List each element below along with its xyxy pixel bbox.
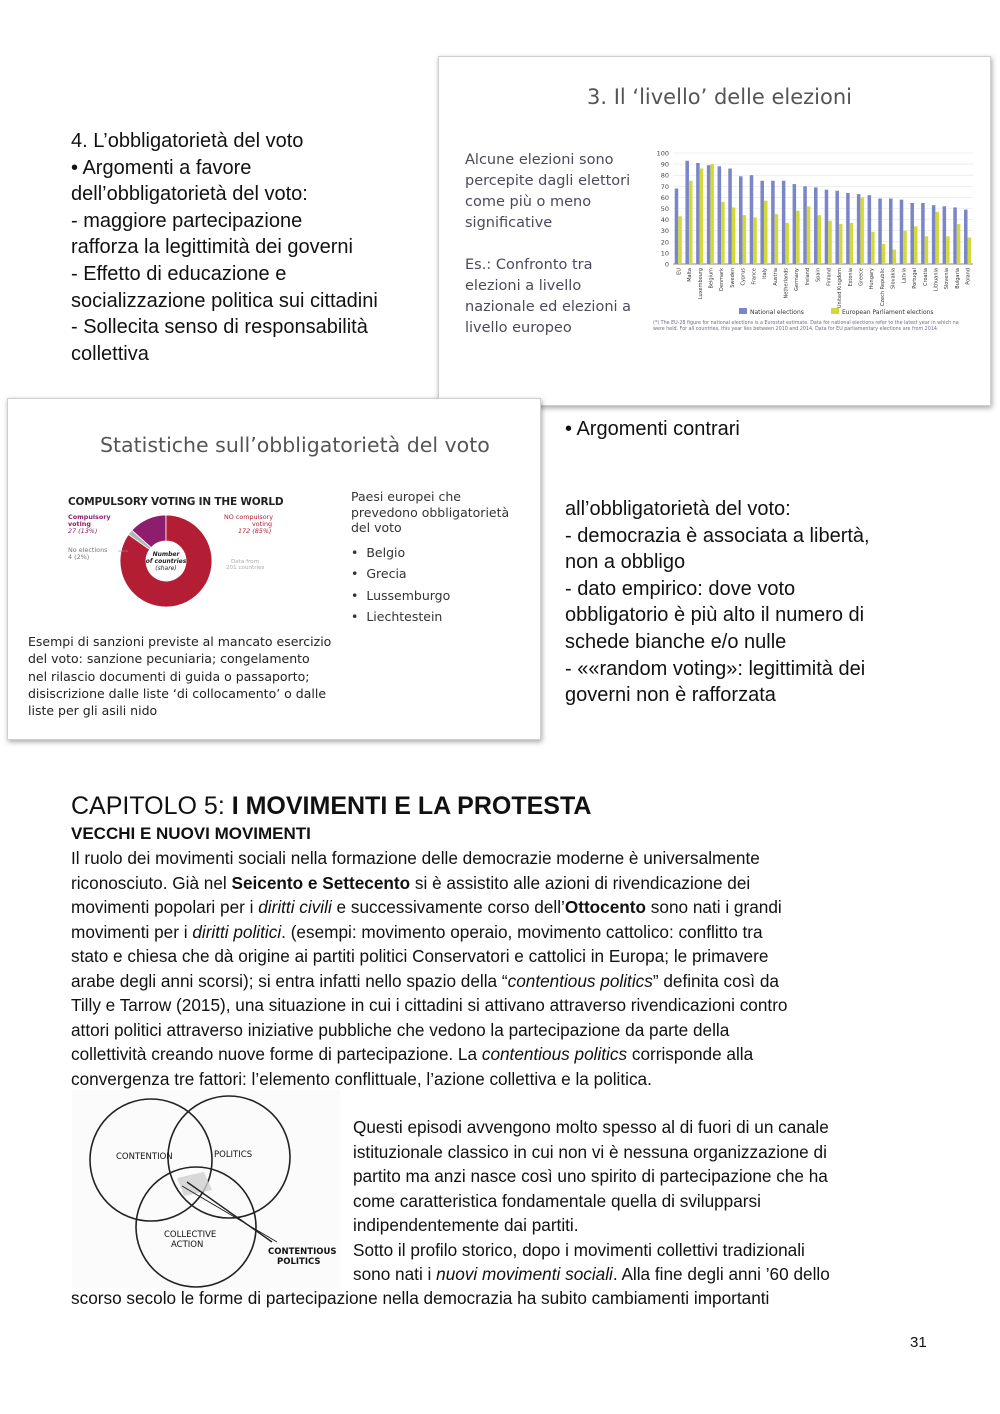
x-tick-label: Denmark — [719, 268, 726, 291]
venn-label-politics: POLITICS — [214, 1150, 253, 1160]
x-tick-label: Slovenia — [944, 268, 951, 290]
x-tick-label: Cyprus — [740, 268, 747, 286]
text-line: come più o meno — [465, 194, 592, 210]
text-line: Il ruolo dei movimenti sociali nella formazione delle democrazie moderne è universalmente — [71, 848, 760, 868]
chapter-title — [71, 792, 591, 821]
text-line: elezioni a livello — [465, 278, 582, 294]
x-tick-label: Slovakia — [890, 268, 897, 289]
slide-title: Statistiche sull’obbligatorietà del voto — [100, 433, 490, 457]
venn-label-collective: COLLECTIVE — [164, 1230, 217, 1240]
x-tick-label: Belgium — [708, 268, 715, 289]
chapter-name: I MOVIMENTI E LA PROTESTA — [231, 792, 592, 820]
y-tick-label: 30 — [660, 227, 669, 236]
bar — [721, 202, 725, 264]
x-tick-label: France — [751, 268, 758, 285]
bar — [796, 211, 800, 264]
venn-graphic — [72, 1090, 340, 1288]
election-bar-chart — [647, 145, 982, 380]
bar — [900, 200, 904, 264]
data-note: Data from — [231, 559, 260, 565]
right-column-text — [565, 416, 740, 443]
text-line: - Effetto di educazione e — [71, 262, 287, 285]
slice-label-no-elections-value: 4 (2%) — [68, 553, 90, 561]
venn-label-action: ACTION — [171, 1240, 204, 1250]
bar — [718, 166, 722, 264]
x-tick-label: Czech Republic — [879, 268, 886, 307]
bar — [675, 189, 679, 264]
text-line: Es.: Confronto tra — [465, 257, 593, 273]
y-tick-label: 20 — [660, 238, 669, 247]
center-label: of countries — [145, 558, 187, 565]
left-column-text — [71, 128, 378, 367]
text-line: scorso secolo le forme di partecipazione nella democrazia ha subito cambiamenti importanti — [71, 1288, 770, 1308]
x-tick-label: Finland — [826, 268, 833, 286]
bar — [818, 215, 822, 264]
bar — [689, 181, 693, 264]
bar — [893, 250, 897, 264]
x-tick-label: Latvia — [901, 268, 908, 284]
bar — [750, 175, 754, 264]
x-tick-label: Croatia — [922, 268, 929, 286]
x-tick-label: Portugal — [912, 268, 919, 289]
y-tick-label: 50 — [660, 205, 669, 213]
text-line: Tilly e Tarrow (2015), una situazione in cui i cittadini si attivano attraverso rivendicazioni contro — [71, 995, 788, 1015]
country-name: Belgio — [366, 544, 406, 560]
text-line: collettività creando nuove forme di partecipazione. La contentious politics corrisponde alla — [71, 1044, 754, 1064]
text-line: come caratteristica fondamentale quella di svilupparsi — [353, 1190, 761, 1211]
slice-label-no-elections: No elections — [68, 546, 108, 554]
center-label: Number — [152, 551, 180, 558]
bar — [968, 237, 972, 264]
text-line: livello europeo — [465, 320, 572, 336]
text-line: significative — [465, 215, 553, 231]
slide-title: 3. Il ‘livello’ delle elezioni — [587, 85, 853, 109]
bar — [914, 226, 918, 264]
bar — [932, 205, 936, 264]
bar — [685, 161, 689, 264]
y-tick-label: 80 — [660, 171, 669, 180]
y-tick-label: 70 — [660, 182, 669, 191]
text-line: Alcune elezioni sono — [465, 152, 614, 168]
bar — [696, 163, 700, 264]
slice-label-no-compulsory-value: 172 (85%) — [238, 527, 272, 535]
bar — [835, 191, 839, 264]
legend-swatch — [831, 308, 839, 314]
text-line: - dato empirico: dove voto — [565, 577, 796, 600]
x-tick-label: Lithuania — [933, 268, 940, 292]
x-tick-label: Greece — [858, 268, 865, 286]
text-line: movimenti popolari per i diritti civili e successivamente corso dell’Ottocento sono nati i grandi — [71, 897, 782, 917]
text-line: nel rilascio documenti di guida o passaporto; — [28, 668, 310, 684]
countries-list — [351, 489, 509, 628]
bar — [868, 195, 872, 264]
y-tick-label: 40 — [660, 216, 669, 225]
text-line: - ««random voting»: legittimità dei — [565, 657, 866, 680]
text-line: Sotto il profilo storico, dopo i movimenti collettivi tradizionali — [353, 1239, 805, 1260]
x-tick-label: Netherlands — [783, 268, 790, 299]
bar — [700, 169, 704, 264]
y-tick-label: 100 — [656, 149, 669, 158]
bar — [903, 231, 907, 264]
x-tick-label: Bulgaria — [954, 268, 961, 289]
bar — [753, 217, 757, 264]
text-line: obbligatorio è più alto il numero di — [565, 604, 865, 627]
x-tick-label: EU — [676, 268, 683, 275]
slide-election-levels — [438, 56, 991, 406]
chart-footnote: (*) The EU-28 figure for national elections is a Eurostat estimate. Data for national elections refer to the latest year in which na were held. For all countries, this year lies between 2010 and 2014. Data for EU parliamentary elections are from 2014. — [653, 321, 959, 332]
bar — [882, 244, 886, 264]
text-line: del voto: sanzione pecuniaria; congelamento — [28, 651, 310, 667]
bar — [760, 181, 764, 264]
bar — [785, 223, 789, 264]
text-line: Esempi di sanzioni previste al mancato esercizio — [28, 634, 332, 649]
text-line: del voto — [351, 520, 402, 535]
country-name: Liechtestein — [366, 609, 443, 624]
x-tick-label: Italy — [762, 268, 769, 279]
text-line: rafforza la legittimità dei governi — [71, 236, 353, 259]
text-line: all’obbligatorietà del voto: — [565, 498, 791, 520]
venn-label-contention: CONTENTION — [116, 1152, 173, 1162]
slide-example — [465, 255, 631, 339]
bar — [825, 190, 829, 264]
text-line: • Argomenti a favore — [71, 156, 252, 179]
bar — [946, 236, 950, 264]
slice-label-compulsory-value: 27 (13%) — [68, 527, 98, 535]
list-item: • Lussemburgo — [351, 587, 451, 603]
contentious-politics-venn-diagram — [72, 1090, 340, 1288]
slice-label-no-compulsory: NO compulsory — [224, 513, 274, 521]
bar — [828, 221, 832, 264]
text-line: dell’obbligatorietà del voto: — [71, 183, 308, 206]
slice-label-compulsory: voting — [68, 520, 91, 528]
text-line: 4. L’obbligatorietà del voto — [71, 130, 304, 152]
country-name: Grecia — [366, 566, 407, 581]
compulsory-voting-donut-chart — [56, 511, 276, 621]
bar — [839, 224, 843, 264]
text-line: indipendentemente dai partiti. — [353, 1215, 579, 1235]
paragraph-continuation — [71, 1286, 769, 1311]
text-line: movimenti per i diritti politici. (esempi: movimento operaio, movimento cattolico: conflitto tra — [71, 921, 763, 942]
legend-label: European Parliament elections — [842, 309, 934, 316]
bar — [782, 181, 786, 264]
legend-label: National elections — [750, 309, 804, 316]
y-tick-label: 60 — [660, 193, 669, 202]
bar — [707, 165, 711, 264]
bar — [850, 223, 854, 264]
text-line: sono nati i nuovi movimenti sociali. Alla fine degli anni ’60 dello — [353, 1264, 830, 1284]
bar — [889, 199, 893, 264]
x-tick-label: Malta — [687, 268, 694, 282]
text-line: • Argomenti contrari — [565, 418, 740, 440]
bar — [957, 224, 961, 264]
text-line: arabe degli anni scorsi); si entra infatti nello spazio della “contentious politics” definita così da — [71, 970, 779, 991]
venn-label-contentious: CONTENTIOUS — [268, 1247, 337, 1257]
text-line: - democrazia è associata a libertà, — [565, 524, 870, 547]
text-line: liste per gli asili nido — [28, 703, 158, 719]
y-tick-label: 90 — [660, 160, 669, 169]
text-line: riconosciuto. Già nel Seicento e Settecento si è assistito alle azioni di rivendicazione dei — [71, 872, 751, 893]
y-tick-label: 10 — [660, 249, 669, 258]
bar — [860, 197, 864, 264]
venn-label-contentious-politics: POLITICS — [277, 1257, 321, 1267]
x-tick-label: Spain — [815, 268, 822, 282]
bar — [925, 236, 929, 264]
sanctions-text — [28, 633, 331, 719]
bar — [814, 187, 818, 264]
bar — [846, 193, 850, 264]
country-name: Lussemburgo — [366, 587, 451, 603]
y-tick-label: 0 — [664, 260, 669, 269]
bar — [775, 214, 779, 264]
text-line: stato e chiesa che dà origine ai partiti politici Conservatori e cattolici in Europa; le primavere — [71, 946, 769, 966]
x-tick-label: Estonia — [847, 268, 854, 287]
bar — [921, 203, 925, 264]
bar — [943, 206, 947, 264]
chapter-label: CAPITOLO 5: — [71, 792, 232, 820]
text-line: - maggiore partecipazione — [71, 209, 303, 232]
text-line: percepite dagli elettori — [465, 173, 631, 189]
text-line: nazionale ed elezioni a — [465, 299, 632, 315]
bar — [857, 194, 861, 264]
x-tick-label: Austria — [772, 268, 779, 286]
text-line: istituzionale classico in cui non vi è nessuna organizzazione di — [353, 1141, 827, 1162]
paragraph-episodes — [353, 1115, 830, 1287]
slice-label-compulsory: Compulsory — [68, 513, 111, 521]
bar — [807, 206, 811, 264]
bar — [764, 201, 768, 264]
text-line: non a obbligo — [565, 551, 686, 574]
data-note: 201 countries — [226, 565, 265, 571]
bar — [910, 203, 914, 264]
x-tick-label: Germany — [794, 268, 801, 291]
center-label: (share) — [155, 565, 177, 572]
bar — [935, 212, 939, 264]
text-line: socializzazione politica sui cittadini — [71, 289, 378, 312]
text-line: Questi episodi avvengono molto spesso al di fuori di un canale — [353, 1117, 829, 1137]
x-tick-label: Poland — [965, 268, 972, 285]
bar — [803, 186, 807, 264]
text-line: Paesi europei che — [351, 489, 461, 504]
pie-chart-title: COMPULSORY VOTING IN THE WORLD — [68, 496, 284, 508]
bar — [964, 210, 968, 264]
x-tick-label: Luxembourg — [697, 268, 704, 300]
legend-swatch — [739, 308, 747, 314]
text-line: governi non è rafforzata — [565, 684, 776, 707]
bar — [743, 215, 747, 264]
slide-compulsory-voting-stats — [7, 398, 541, 740]
right-column-arguments — [565, 496, 870, 709]
x-tick-label: United Kingdom — [837, 268, 844, 309]
text-line: schede bianche e/o nulle — [565, 630, 787, 653]
x-tick-label: Hungary — [869, 268, 876, 290]
bar — [771, 181, 775, 264]
bar — [710, 164, 714, 264]
slice-label-no-compulsory: voting — [252, 520, 273, 528]
x-tick-label: Ireland — [804, 268, 811, 286]
bar — [793, 184, 797, 264]
list-item: • Liechtestein — [351, 609, 443, 624]
text-line: disiscrizione dalle liste ‘di collocamento’ o dalle — [28, 685, 327, 701]
bar — [878, 199, 882, 264]
x-tick-label: Sweden — [729, 268, 736, 288]
bar — [728, 169, 732, 264]
page-number: 31 — [910, 1334, 927, 1351]
text-line: partito ma anzi nasce così uno spirito di partecipazione che ha — [353, 1166, 828, 1186]
bar — [871, 232, 875, 264]
list-item: • Grecia — [351, 566, 407, 581]
bar — [732, 207, 736, 264]
text-line: convergenza tre fattori: l’elemento conflittuale, l’azione collettiva e la politica. — [71, 1068, 652, 1089]
text-line: - Sollecita senso di responsabilità — [71, 316, 368, 339]
paragraph-intro — [71, 846, 788, 1091]
section-subtitle: VECCHI E NUOVI MOVIMENTI — [71, 824, 311, 843]
bar — [678, 216, 682, 264]
text-line: collettiva — [71, 342, 149, 365]
bar — [739, 176, 743, 264]
text-line: prevedono obbligatorietà — [351, 504, 510, 520]
bar — [953, 207, 957, 264]
slide-description — [465, 150, 630, 234]
list-item: • Belgio — [351, 544, 406, 560]
text-line: attori politici attraverso iniziative pubbliche che vedono la partecipazione da parte della — [71, 1019, 730, 1040]
